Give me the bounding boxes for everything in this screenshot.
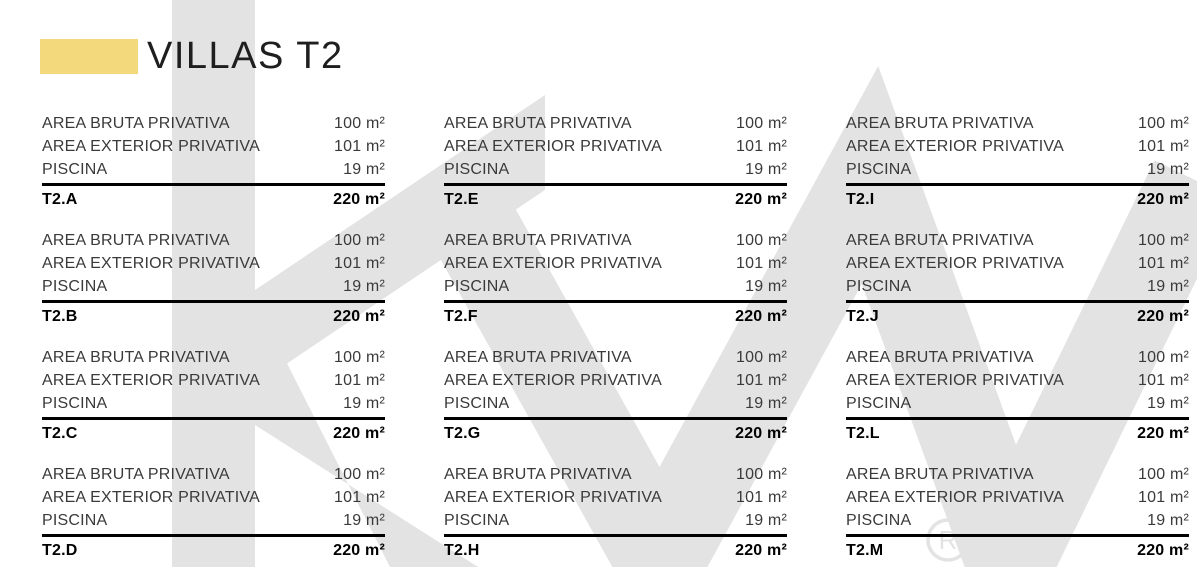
- villa-block: [42, 229, 385, 329]
- area-label: PISCINA: [846, 278, 912, 295]
- area-row: [42, 135, 385, 158]
- total-value: 220 m²: [333, 191, 385, 208]
- unit-code: T2.E: [444, 191, 479, 208]
- total-value: 220 m²: [735, 425, 787, 442]
- area-label: PISCINA: [444, 278, 510, 295]
- area-value: 101 m²: [736, 489, 787, 506]
- area-row: [42, 463, 385, 486]
- area-label: PISCINA: [846, 161, 912, 178]
- total-row: [444, 420, 787, 446]
- area-value: 101 m²: [334, 489, 385, 506]
- area-label: AREA BRUTA PRIVATIVA: [42, 115, 230, 132]
- area-value: 19 m²: [343, 512, 385, 529]
- villa-block: [846, 346, 1189, 446]
- area-label: PISCINA: [846, 512, 912, 529]
- villa-block: [846, 229, 1189, 329]
- area-row: [42, 392, 385, 415]
- registered-icon-letter: R: [938, 525, 958, 555]
- total-value: 220 m²: [1137, 308, 1189, 325]
- area-value: 100 m²: [334, 232, 385, 249]
- area-row: [846, 252, 1189, 275]
- villa-block: [444, 463, 787, 563]
- area-label: AREA EXTERIOR PRIVATIVA: [846, 372, 1064, 389]
- area-value: 100 m²: [736, 466, 787, 483]
- block-rows: [846, 463, 1189, 537]
- villa-block: [42, 112, 385, 212]
- area-label: AREA EXTERIOR PRIVATIVA: [42, 489, 260, 506]
- area-value: 100 m²: [1138, 349, 1189, 366]
- area-value: 100 m²: [1138, 466, 1189, 483]
- villa-block: [846, 112, 1189, 212]
- area-value: 101 m²: [1138, 138, 1189, 155]
- area-row: [42, 346, 385, 369]
- area-label: AREA BRUTA PRIVATIVA: [846, 115, 1034, 132]
- area-row: [444, 346, 787, 369]
- area-value: 101 m²: [334, 138, 385, 155]
- area-label: PISCINA: [444, 512, 510, 529]
- total-value: 220 m²: [333, 542, 385, 559]
- area-label: PISCINA: [42, 161, 108, 178]
- title-accent-bar: [40, 39, 138, 74]
- block-rows: [846, 229, 1189, 303]
- total-row: [846, 303, 1189, 329]
- area-row: [444, 252, 787, 275]
- villas-grid: [42, 112, 1189, 563]
- area-value: 101 m²: [736, 255, 787, 272]
- area-row: [846, 158, 1189, 181]
- area-row: [846, 392, 1189, 415]
- block-rows: [42, 112, 385, 186]
- block-rows: [42, 463, 385, 537]
- total-value: 220 m²: [1137, 542, 1189, 559]
- area-row: [42, 275, 385, 298]
- area-label: AREA BRUTA PRIVATIVA: [444, 349, 632, 366]
- area-label: PISCINA: [444, 395, 510, 412]
- area-value: 100 m²: [334, 349, 385, 366]
- area-label: AREA BRUTA PRIVATIVA: [444, 115, 632, 132]
- total-row: [42, 186, 385, 212]
- total-value: 220 m²: [333, 425, 385, 442]
- area-value: 19 m²: [745, 395, 787, 412]
- area-value: 101 m²: [334, 255, 385, 272]
- area-value: 19 m²: [1147, 512, 1189, 529]
- area-value: 100 m²: [334, 466, 385, 483]
- area-row: [42, 158, 385, 181]
- total-row: [846, 420, 1189, 446]
- area-row: [846, 463, 1189, 486]
- area-label: PISCINA: [846, 395, 912, 412]
- villa-block: [444, 346, 787, 446]
- area-row: [444, 509, 787, 532]
- block-rows: [444, 112, 787, 186]
- area-label: PISCINA: [42, 512, 108, 529]
- area-value: 100 m²: [736, 349, 787, 366]
- total-value: 220 m²: [735, 308, 787, 325]
- area-value: 19 m²: [343, 161, 385, 178]
- area-row: [846, 229, 1189, 252]
- total-row: [444, 303, 787, 329]
- area-row: [42, 112, 385, 135]
- unit-code: T2.F: [444, 308, 478, 325]
- area-row: [444, 135, 787, 158]
- total-value: 220 m²: [735, 191, 787, 208]
- unit-code: T2.M: [846, 542, 884, 559]
- area-row: [846, 275, 1189, 298]
- block-rows: [444, 463, 787, 537]
- area-value: 101 m²: [736, 372, 787, 389]
- area-value: 100 m²: [1138, 232, 1189, 249]
- unit-code: T2.L: [846, 425, 880, 442]
- area-label: PISCINA: [42, 395, 108, 412]
- area-value: 19 m²: [343, 278, 385, 295]
- area-row: [846, 112, 1189, 135]
- area-row: [444, 392, 787, 415]
- villa-block: [42, 463, 385, 563]
- unit-code: T2.C: [42, 425, 78, 442]
- area-value: 19 m²: [1147, 278, 1189, 295]
- area-value: 101 m²: [1138, 255, 1189, 272]
- area-label: AREA BRUTA PRIVATIVA: [846, 466, 1034, 483]
- area-label: AREA BRUTA PRIVATIVA: [444, 232, 632, 249]
- block-rows: [42, 346, 385, 420]
- block-rows: [444, 346, 787, 420]
- area-label: AREA BRUTA PRIVATIVA: [846, 232, 1034, 249]
- area-value: 19 m²: [745, 278, 787, 295]
- area-row: [846, 486, 1189, 509]
- block-rows: [444, 229, 787, 303]
- area-label: AREA EXTERIOR PRIVATIVA: [444, 255, 662, 272]
- unit-code: T2.D: [42, 542, 78, 559]
- area-label: AREA EXTERIOR PRIVATIVA: [42, 138, 260, 155]
- area-row: [846, 369, 1189, 392]
- area-row: [444, 229, 787, 252]
- area-value: 100 m²: [736, 232, 787, 249]
- block-rows: [42, 229, 385, 303]
- villa-block: [846, 463, 1189, 563]
- area-row: [42, 252, 385, 275]
- area-label: AREA BRUTA PRIVATIVA: [444, 466, 632, 483]
- area-value: 101 m²: [334, 372, 385, 389]
- total-row: [42, 420, 385, 446]
- unit-code: T2.J: [846, 308, 879, 325]
- page-title: VILLAS T2: [147, 35, 344, 77]
- area-label: AREA EXTERIOR PRIVATIVA: [444, 489, 662, 506]
- area-value: 19 m²: [1147, 395, 1189, 412]
- unit-code: T2.B: [42, 308, 78, 325]
- total-value: 220 m²: [735, 542, 787, 559]
- area-value: 19 m²: [745, 161, 787, 178]
- area-value: 101 m²: [1138, 489, 1189, 506]
- area-value: 101 m²: [736, 138, 787, 155]
- area-row: [444, 369, 787, 392]
- area-row: [444, 486, 787, 509]
- area-row: [444, 463, 787, 486]
- area-label: AREA EXTERIOR PRIVATIVA: [444, 138, 662, 155]
- total-row: [444, 537, 787, 563]
- villa-block: [42, 346, 385, 446]
- area-row: [444, 112, 787, 135]
- area-label: AREA BRUTA PRIVATIVA: [42, 466, 230, 483]
- area-label: PISCINA: [42, 278, 108, 295]
- block-rows: [846, 346, 1189, 420]
- area-label: AREA EXTERIOR PRIVATIVA: [444, 372, 662, 389]
- total-value: 220 m²: [333, 308, 385, 325]
- area-label: AREA BRUTA PRIVATIVA: [42, 232, 230, 249]
- total-row: [42, 303, 385, 329]
- area-value: 100 m²: [334, 115, 385, 132]
- area-value: 19 m²: [1147, 161, 1189, 178]
- area-label: AREA EXTERIOR PRIVATIVA: [846, 255, 1064, 272]
- area-row: [444, 275, 787, 298]
- total-value: 220 m²: [1137, 425, 1189, 442]
- area-value: 19 m²: [343, 395, 385, 412]
- area-label: AREA BRUTA PRIVATIVA: [846, 349, 1034, 366]
- area-row: [42, 369, 385, 392]
- area-label: PISCINA: [444, 161, 510, 178]
- area-value: 19 m²: [745, 512, 787, 529]
- area-row: [846, 509, 1189, 532]
- area-value: 101 m²: [1138, 372, 1189, 389]
- area-label: AREA EXTERIOR PRIVATIVA: [846, 138, 1064, 155]
- area-row: [42, 486, 385, 509]
- area-label: AREA BRUTA PRIVATIVA: [42, 349, 230, 366]
- area-row: [846, 346, 1189, 369]
- total-row: [846, 186, 1189, 212]
- unit-code: T2.G: [444, 425, 481, 442]
- total-value: 220 m²: [1137, 191, 1189, 208]
- area-value: 100 m²: [1138, 115, 1189, 132]
- area-row: [444, 158, 787, 181]
- unit-code: T2.I: [846, 191, 875, 208]
- area-label: AREA EXTERIOR PRIVATIVA: [42, 255, 260, 272]
- block-rows: [846, 112, 1189, 186]
- total-row: [846, 537, 1189, 563]
- area-row: [42, 229, 385, 252]
- area-value: 100 m²: [736, 115, 787, 132]
- villa-block: [444, 112, 787, 212]
- area-label: AREA EXTERIOR PRIVATIVA: [846, 489, 1064, 506]
- area-label: AREA EXTERIOR PRIVATIVA: [42, 372, 260, 389]
- area-row: [42, 509, 385, 532]
- unit-code: T2.A: [42, 191, 78, 208]
- total-row: [444, 186, 787, 212]
- total-row: [42, 537, 385, 563]
- area-row: [846, 135, 1189, 158]
- villa-block: [444, 229, 787, 329]
- unit-code: T2.H: [444, 542, 480, 559]
